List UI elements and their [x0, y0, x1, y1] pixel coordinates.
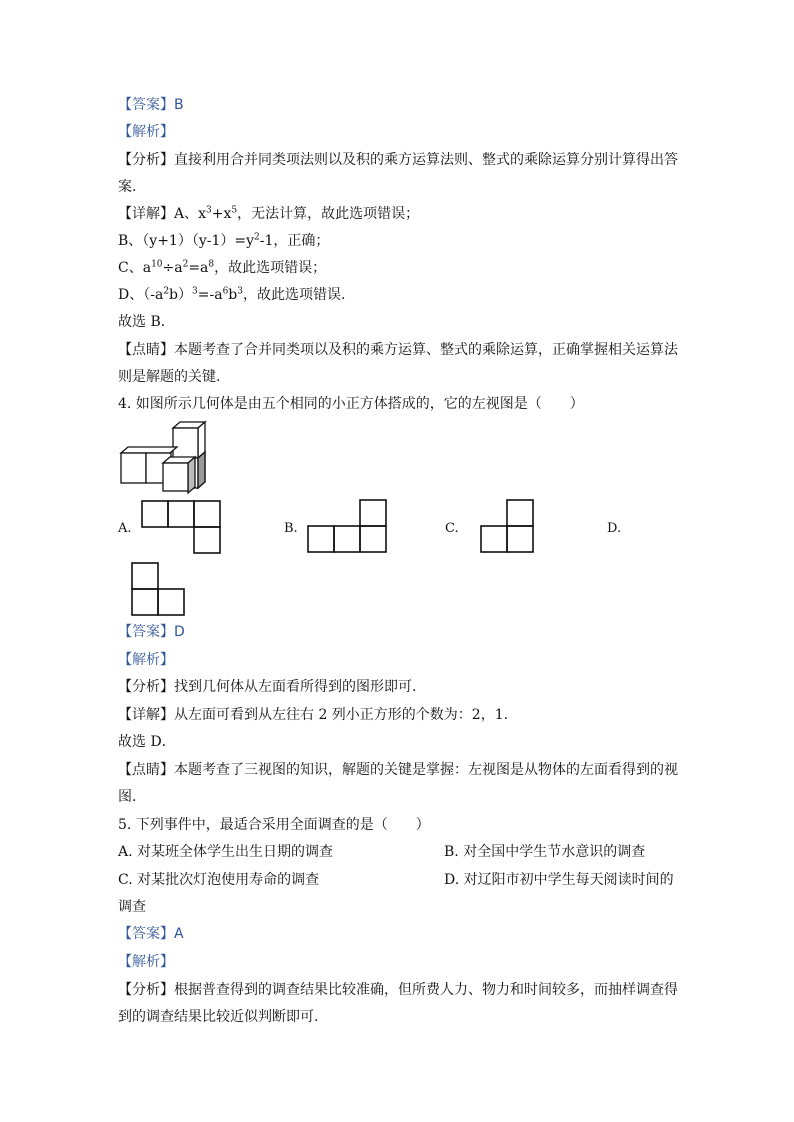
- xiangjie-tag: 【详解】: [118, 206, 174, 222]
- q5-fenxi-line1: [118, 980, 678, 1000]
- q4-fenxi: [118, 677, 416, 697]
- q5-fenxi-line2: 到的调查结果比较近似判断即可.: [118, 1009, 319, 1025]
- q3-conclusion: 故选 B．: [118, 314, 175, 330]
- q5-analysis-heading: [118, 952, 174, 972]
- exponent: 2: [163, 286, 170, 297]
- q4-option-a-label: A.: [118, 521, 132, 536]
- xiangjie-text: 从左面可看到从左往右 2 列小正方形的个数为：2，1.: [174, 707, 509, 723]
- q4-analysis-heading: [118, 650, 174, 670]
- q4-option-c-label: C.: [445, 521, 459, 536]
- answer-tag: 【答案】: [118, 926, 174, 942]
- fenxi-tag: 【分析】: [118, 152, 174, 168]
- exponent: 3: [237, 286, 243, 297]
- q3-fenxi-line2: 案.: [118, 179, 137, 195]
- q4-option-d-label: D.: [607, 521, 622, 536]
- exponent: 3: [206, 205, 212, 216]
- exponent: 2: [254, 232, 260, 243]
- analysis-tag: 【解析】: [118, 124, 174, 140]
- q4-dianjing-line2: 图.: [118, 789, 137, 805]
- answer-value: D: [174, 624, 185, 640]
- answer-value: B: [174, 97, 184, 113]
- math-text: D、（-a: [118, 287, 164, 303]
- xiangjie-tag: 【详解】: [118, 707, 174, 723]
- math-text: A、x: [174, 206, 207, 222]
- fenxi-text: 找到几何体从左面看所得到的图形即可.: [174, 679, 417, 695]
- q5-option-d-continued: 调查: [118, 899, 146, 915]
- q3-dianjing-line2: 则是解题的关键.: [118, 369, 221, 385]
- math-text: b: [228, 287, 238, 303]
- answer-tag: 【答案】: [118, 97, 174, 113]
- fenxi-tag: 【分析】: [118, 679, 174, 695]
- option-d-figure: [131, 562, 189, 618]
- math-text: =-a: [197, 287, 223, 303]
- fenxi-tag: 【分析】: [118, 982, 174, 998]
- math-text: ，故此选项错误.: [243, 287, 346, 303]
- dianjing-text: 本题考查了三视图的知识，解题的关键是掌握：左视图是从物体的左面看得到的视: [174, 762, 678, 778]
- q4-conclusion: 故选 D．: [118, 734, 176, 750]
- q3-dianjing-line1: [118, 340, 678, 360]
- q4-dianjing-line1: [118, 760, 678, 780]
- q3-detail-d: [118, 285, 345, 305]
- fenxi-text: 根据普查得到的调查结果比较准确，但所费人力、物力和时间较多，而抽样调查得: [174, 982, 678, 998]
- q5-option-c: C. 对某批次灯泡使用寿命的调查: [118, 872, 320, 888]
- q3-detail-c: [118, 258, 326, 278]
- math-text: -1，正确；: [259, 233, 330, 249]
- exponent: 3: [192, 286, 198, 297]
- math-text: =a: [188, 260, 209, 276]
- q3-analysis-heading: [118, 122, 174, 142]
- q5-answer-line: [118, 924, 184, 944]
- q3-detail-b: [118, 231, 329, 251]
- q5-option-d: D. 对辽阳市初中学生每天阅读时间的: [444, 872, 674, 888]
- analysis-tag: 【解析】: [118, 954, 174, 970]
- q4-answer-line: [118, 622, 185, 642]
- exponent: 10: [151, 259, 163, 270]
- math-text: C、a: [118, 260, 152, 276]
- q5-option-b: B. 对全国中学生节水意识的调查: [444, 844, 646, 860]
- math-text: B、（y+1）（y-1）=y: [118, 233, 255, 249]
- option-b-figure: [307, 499, 389, 555]
- dianjing-tag: 【点睛】: [118, 762, 174, 778]
- math-text: ，无法计算，故此选项错误；: [237, 206, 420, 222]
- math-text: b）: [169, 287, 193, 303]
- q3-detail-a: [118, 204, 419, 224]
- q4-xiangjie: [118, 705, 508, 725]
- math-text: ，故此选项错误；: [214, 260, 327, 276]
- option-c-figure: [480, 499, 538, 555]
- dianjing-tag: 【点睛】: [118, 342, 174, 358]
- exponent: 2: [182, 259, 189, 270]
- cube-figure: [118, 422, 218, 492]
- q5-option-a: A. 对某班全体学生出生日期的调查: [118, 844, 334, 860]
- math-text: +x: [211, 206, 232, 222]
- fenxi-text: 直接利用合并同类项法则以及积的乘方运算法则、整式的乘除运算分别计算得出答: [174, 152, 678, 168]
- q4-option-b-label: B.: [284, 521, 298, 536]
- q4-stem: 4. 如图所示几何体是由五个相同的小正方体搭成的，它的左视图是（ ）: [118, 396, 584, 412]
- q3-answer-line: [118, 95, 184, 115]
- exponent: 5: [231, 205, 238, 216]
- analysis-tag: 【解析】: [118, 652, 174, 668]
- math-text: ÷a: [162, 260, 183, 276]
- exponent: 8: [208, 259, 215, 270]
- answer-tag: 【答案】: [118, 624, 174, 640]
- dianjing-text: 本题考查了合并同类项以及积的乘方运算、整式的乘除运算，正确掌握相关运算法: [174, 342, 678, 358]
- exponent: 6: [222, 286, 229, 297]
- option-a-figure: [141, 500, 223, 556]
- q5-stem: 5. 下列事件中，最适合采用全面调查的是（ ）: [118, 817, 430, 833]
- q3-fenxi-line1: [118, 150, 678, 170]
- answer-value: A: [174, 926, 184, 942]
